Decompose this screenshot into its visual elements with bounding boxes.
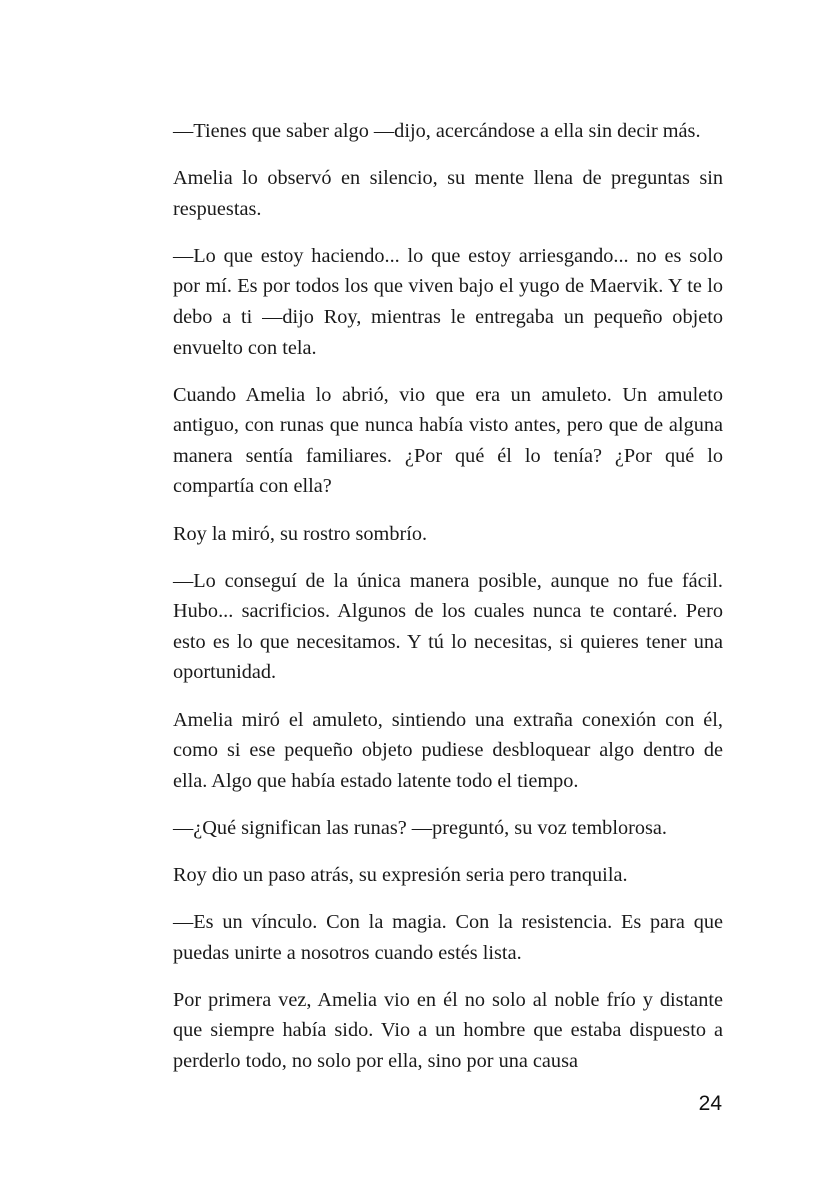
paragraph: Amelia miró el amuleto, sintiendo una extraña conexión con él, como si ese pequeño objeto pudiese desbloquear algo dentro de ella. Algo que había estado latente todo el tiempo. bbox=[173, 708, 723, 792]
paragraph: —Lo que estoy haciendo... lo que estoy arriesgando... no es solo por mí. Es por todos los que viven bajo el yugo de Maervik. Y te lo debo a ti —dijo Roy, mientras le entregaba un pequeño objeto envuelto con tela. bbox=[173, 244, 723, 359]
paragraph: —Es un vínculo. Con la magia. Con la resistencia. Es para que puedas unirte a nosotros cuando estés lista. bbox=[173, 910, 723, 964]
body-text bbox=[173, 116, 723, 1093]
paragraph: Amelia lo observó en silencio, su mente llena de preguntas sin respuestas. bbox=[173, 167, 723, 220]
page-number: 24 bbox=[698, 1092, 722, 1115]
paragraph: Roy la miró, su rostro sombrío. bbox=[173, 522, 428, 545]
paragraph: Por primera vez, Amelia vio en él no solo al noble frío y distante que siempre había sido. Vio a un hombre que estaba dispuesto a perderlo todo, no solo por ella, sino por una causa bbox=[173, 988, 723, 1072]
paragraph: Cuando Amelia lo abrió, vio que era un amuleto. Un amuleto antiguo, con runas que nunca había visto antes, pero que de alguna manera sentía familiares. ¿Por qué él lo tenía? ¿Por qué lo compartía con ella? bbox=[173, 383, 723, 498]
paragraph: —¿Qué significan las runas? —preguntó, su voz temblorosa. bbox=[173, 816, 667, 839]
paragraph: Roy dio un paso atrás, su expresión seria pero tranquila. bbox=[173, 863, 628, 886]
paragraph: —Tienes que saber algo —dijo, acercándose a ella sin decir más. bbox=[173, 120, 701, 142]
paragraph: —Lo conseguí de la única manera posible, aunque no fue fácil. Hubo... sacrificios. Algunos de los cuales nunca te contaré. Pero esto es lo que necesitamos. Y tú lo necesitas, si quieres tener una oportunidad. bbox=[173, 569, 723, 684]
